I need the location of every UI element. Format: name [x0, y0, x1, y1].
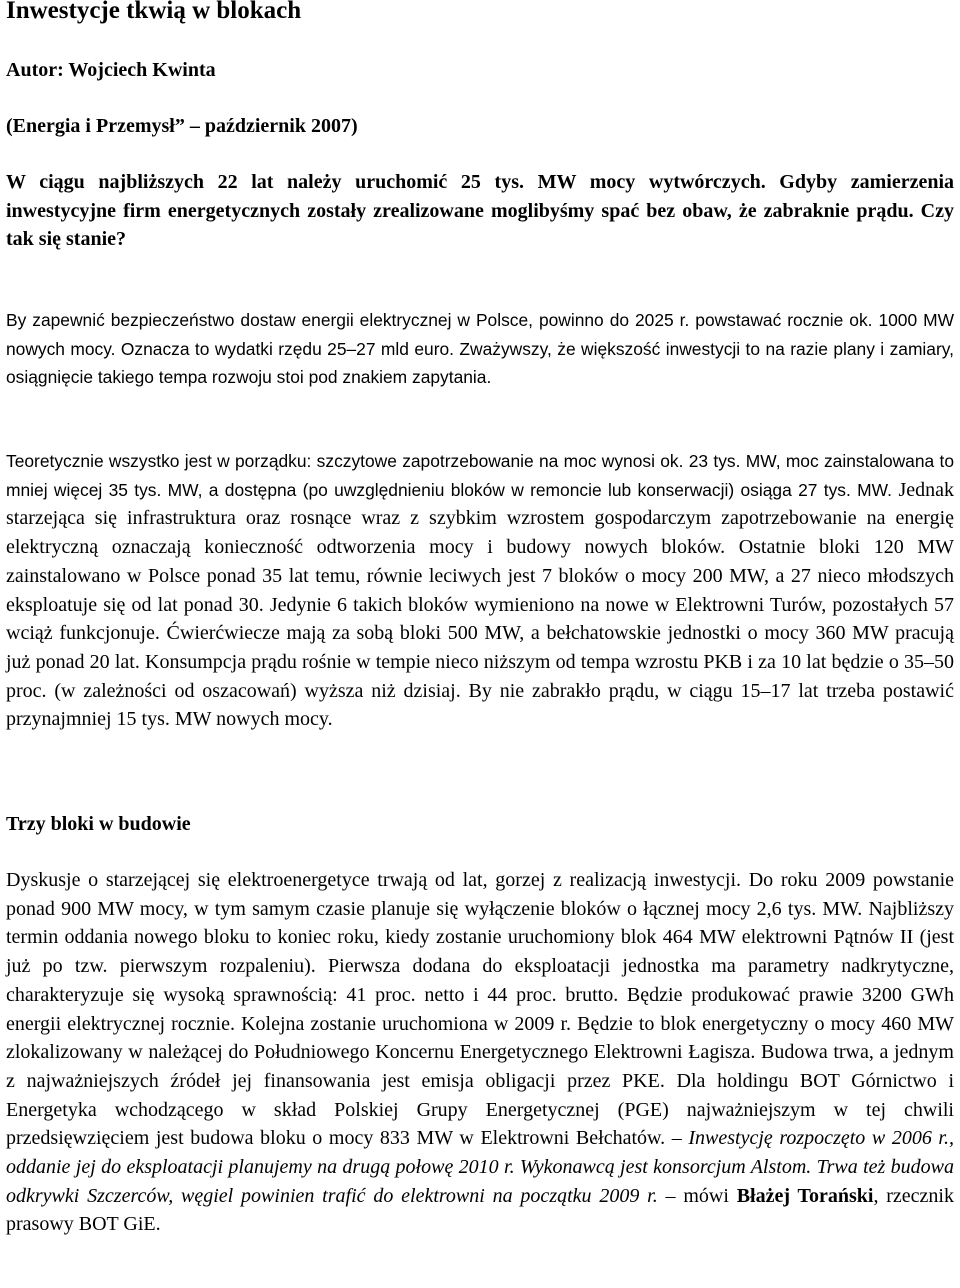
section-heading: Trzy bloki w budowie: [6, 813, 191, 835]
article-title: Inwestycje tkwią w blokach: [6, 0, 302, 24]
article-author: Autor: Wojciech Kwinta: [6, 59, 216, 81]
paragraph-intro: By zapewnić bezpieczeństwo dostaw energii elektrycznej w Polsce, powinno do 2025 r. powstawać rocznie ok. 1000 MW nowych mocy. Oznacza to wydatki rzędu 25–27 mld euro. Zważywszy, że większość inwestycji to na razie plany i zamiary, osiągnięcie takiego tempa rozwoju stoi pod znakiem zapytania.: [6, 310, 954, 388]
paragraph-construction-body: Dyskusje o starzejącej się elektroenergetyce trwają od lat, gorzej z realizacją inwestycji. Do roku 2009 powstanie ponad 900 MW mocy, w tym samym czasie planuje się wyłączenie bloków o łącznej mocy 2,6 tys. MW. Najbliższy termin oddania nowego bloku to koniec roku, kiedy zostanie uruchomiony blok 464 MW elektrowni Pątnów II (jest już po tzw. pierwszym rozpaleniu). Pierwsza dodana do eksploatacji jednostka ma parametry nadkrytyczne, charakteryzuje się wysoką sprawnością: 41 proc. netto i 44 proc. brutto. Będzie produkować prawie 3200 GWh energii elektrycznej rocznie. Kolejna zostanie uruchomiona w 2009 r. Będzie to blok energetyczny o mocy 460 MW zlokalizowany w należącej do Południowego Koncernu Energetycznego Elektrowni Łagisza. Budowa trwa, a jednym z najważniejszych źródeł jej finansowania jest emisja obligacji przez PKE. Dla holdingu BOT Górnictwo i Energetyka wchodzącego w skład Polskiej Grupy Energetycznej (PGE) najważniejszym w tej chwili przedsięwzięciem jest budowa bloku o mocy 833 MW w Elektrowni Bełchatów. –: [6, 869, 954, 1150]
paragraph-construction-quote: Inwestycję rozpoczęto w 2006 r., oddanie jej do eksploatacji planujemy na drugą połowę 2010 r. Wykonawcą jest konsorcjum Alstom. Trwa też budowa odkrywki Szczerców, węgiel powinien trafić do elektrowni na początku 2009 r.: [6, 1127, 954, 1207]
speaker-role: , rzecznik prasowy BOT GiE.: [6, 1184, 954, 1236]
paragraph-situation: [6, 447, 954, 734]
paragraph-construction: [6, 866, 954, 1239]
paragraph-situation-serif: Jednak starzejąca się infrastruktura oraz rosnące wraz z szybkim wzrostem gospodarczym zapotrzebowanie na energię elektryczną oznaczają konieczność odtworzenia mocy i budowy nowych bloków. Ostatnie bloki 120 MW zainstalowano w Polsce ponad 35 lat temu, równie leciwych jest 7 bloków o mocy 200 MW, a 27 nieco młodszych eksploatuje się od lat ponad 30. Jedynie 6 takich bloków wymieniono na nowe w Elektrowni Turów, pozostałych 57 wciąż funkcjonuje. Ćwierćwiecze mają za sobą bloki 500 MW, a bełchatowskie jednostki o mocy 360 MW pracują już ponad 20 lat. Konsumpcja prądu rośnie w tempie nieco niższym od tempa wzrostu PKB i za 10 lat będzie o 35–50 proc. (w zależności od oszacowań) wyższa niż dzisiaj. By nie zabrakło prądu, w ciągu 15–17 lat trzeba postawić przynajmniej 15 tys. MW nowych mocy.: [6, 478, 954, 731]
paragraph-situation-sans: Teoretycznie wszystko jest w porządku: szczytowe zapotrzebowanie na moc wynosi ok. 23 tys. MW, moc zainstalowana to mniej więcej 35 tys. MW, a dostępna (po uwzględnieniu bloków w remoncie lub konserwacji) osiąga 27 tys. MW.: [6, 451, 954, 500]
speaker-name: Błażej Torański: [736, 1184, 874, 1207]
paragraph-construction-says: – mówi: [657, 1184, 737, 1207]
article-lead: W ciągu najbliższych 22 lat należy uruchomić 25 tys. MW mocy wytwórczych. Gdyby zamierzenia inwestycyjne firm energetycznych zostały zrealizowane moglibyśmy spać bez obaw, że zabraknie prądu. Czy tak się stanie?: [6, 171, 954, 251]
article-source: (Energia i Przemysł” – październik 2007): [6, 115, 358, 137]
